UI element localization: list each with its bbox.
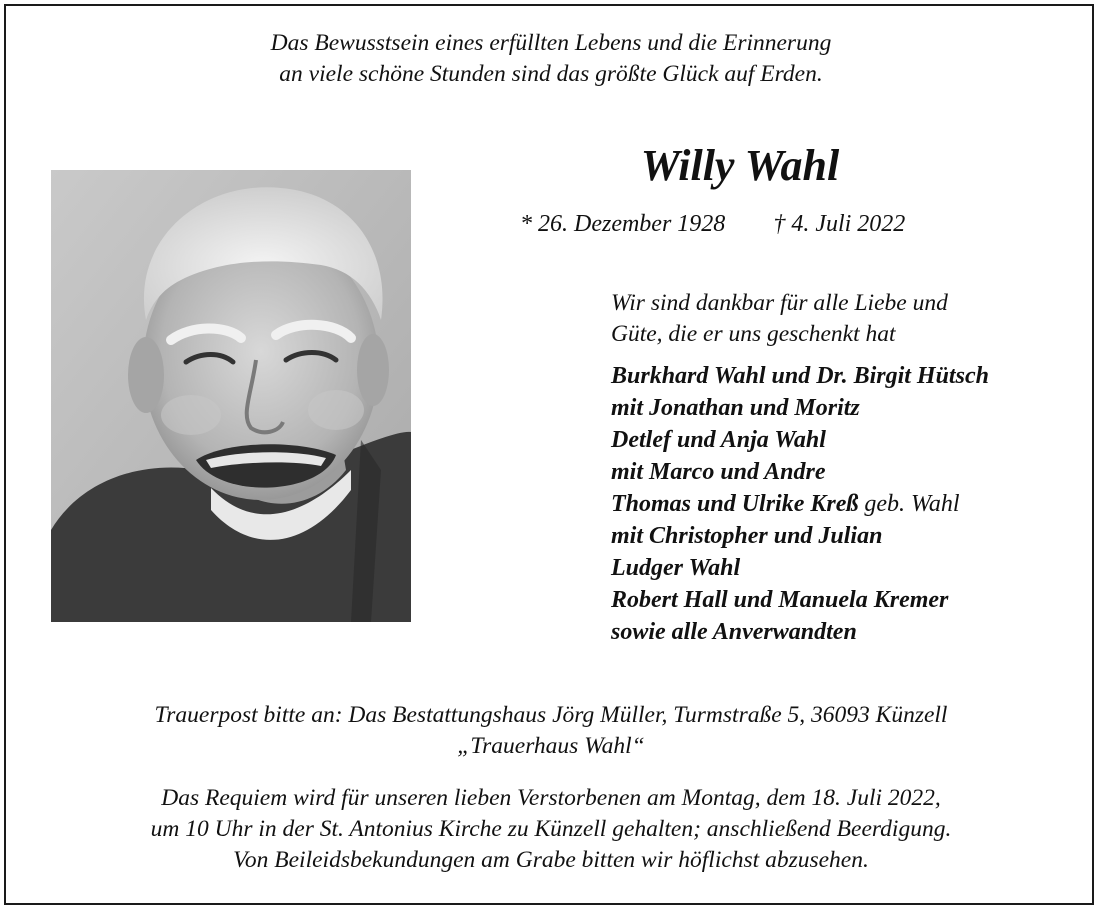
mourner-name: mit Marco und Andre	[611, 459, 826, 485]
requiem-line-3: Von Beileidsbekundungen am Grabe bitten wir höflichst abzusehen.	[233, 847, 869, 873]
requiem-line-1: Das Requiem wird für unseren lieben Verstorbenen am Montag, dem 18. Juli 2022,	[161, 785, 941, 811]
motto-line-2: an viele schöne Stunden sind das größte Glück auf Erden.	[279, 61, 823, 87]
mail-line-2: „Trauerhaus Wahl“	[457, 733, 645, 759]
mourner-name: mit Jonathan und Moritz	[611, 395, 860, 421]
requiem-notice	[0, 783, 1102, 876]
mourner-name: Robert Hall und Manuela Kremer	[611, 587, 949, 613]
motto-quote	[0, 28, 1102, 90]
mourner-name: Ludger Wahl	[611, 555, 741, 581]
mourner-row	[611, 392, 989, 424]
mourner-row	[611, 552, 989, 584]
condolence-mail-address	[0, 700, 1102, 762]
motto-line-1: Das Bewusstsein eines erfüllten Lebens und die Erinnerung	[270, 30, 832, 56]
mourner-name: Thomas und Ulrike Kreß	[611, 491, 859, 517]
death-date: † 4. Juli 2022	[773, 211, 906, 237]
mourner-name: sowie alle Anverwandten	[611, 619, 857, 645]
birth-date: * 26. Dezember 1928	[520, 211, 726, 237]
portrait-photo	[51, 170, 411, 622]
mourner-row	[611, 424, 989, 456]
mourner-row	[611, 488, 989, 520]
mourner-row	[611, 616, 989, 648]
mourners-list	[611, 360, 989, 648]
mail-line-1: Trauerpost bitte an: Das Bestattungshaus Jörg Müller, Turmstraße 5, 36093 Künzell	[154, 702, 948, 728]
mourner-row	[611, 520, 989, 552]
gratitude-line-1: Wir sind dankbar für alle Liebe und	[611, 290, 948, 316]
deceased-name: Willy Wahl	[640, 141, 840, 190]
mourner-row	[611, 456, 989, 488]
mourner-note: geb. Wahl	[858, 491, 960, 517]
mourner-name: Detlef und Anja Wahl	[611, 427, 826, 453]
mourner-row	[611, 360, 989, 392]
mourner-name: mit Christopher und Julian	[611, 523, 883, 549]
gratitude-text	[611, 288, 948, 350]
gratitude-line-2: Güte, die er uns geschenkt hat	[611, 321, 896, 347]
mourner-row	[611, 584, 989, 616]
mourner-name: Burkhard Wahl und Dr. Birgit Hütsch	[611, 363, 989, 389]
life-dates	[520, 208, 905, 240]
requiem-line-2: um 10 Uhr in der St. Antonius Kirche zu Künzell gehalten; anschließend Beerdigung.	[150, 816, 952, 842]
